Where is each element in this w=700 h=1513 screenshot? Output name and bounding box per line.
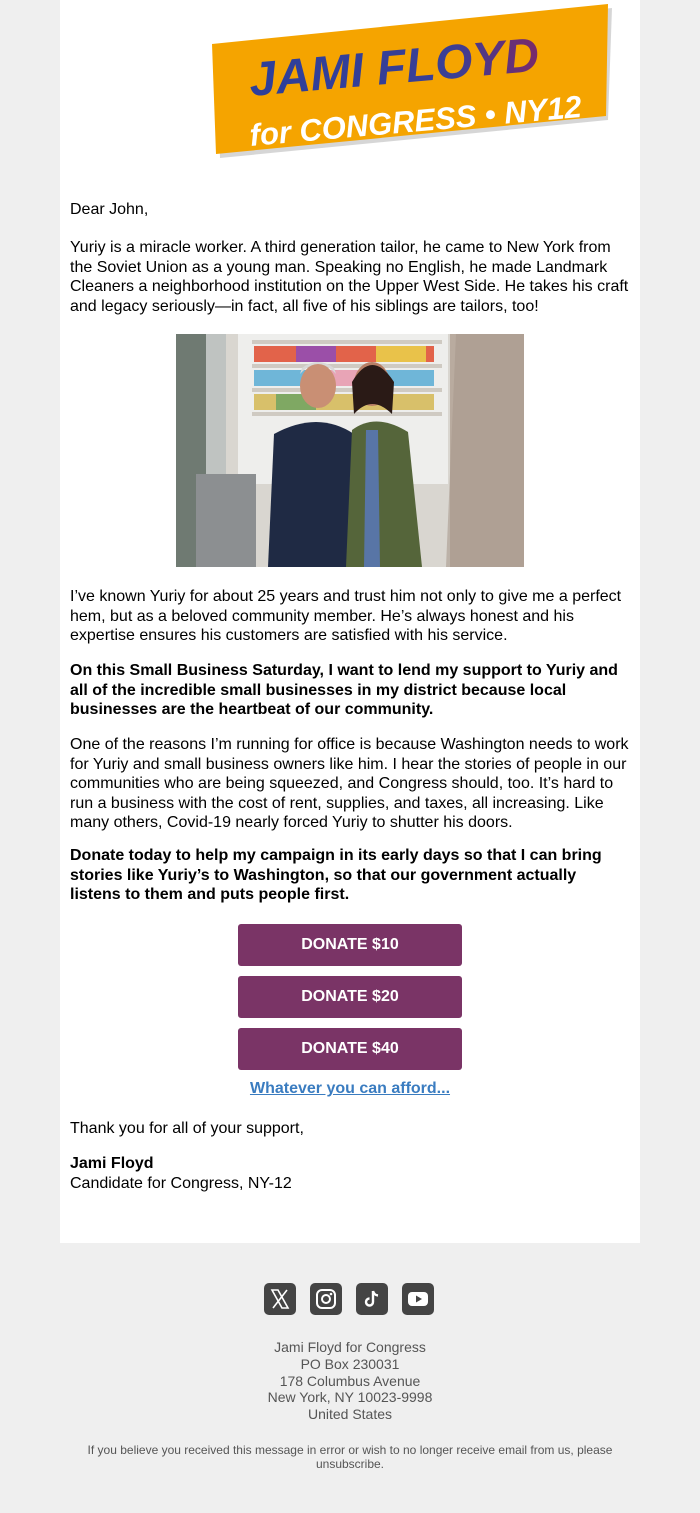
address-city: New York, NY 10023-9998 — [267, 1389, 433, 1406]
logo-banner — [210, 4, 620, 162]
instagram-icon[interactable] — [310, 1283, 342, 1315]
youtube-icon[interactable] — [402, 1283, 434, 1315]
address-pobox: PO Box 230031 — [300, 1355, 400, 1372]
paragraph-relationship: I’ve known Yuriy for about 25 years and trust him not only to give me a perfect hem, but as a beloved community member. He’s always honest and his expertise ensures his customers are satisfied with his service. — [70, 588, 622, 644]
tiktok-icon[interactable] — [356, 1283, 388, 1315]
x-icon[interactable] — [264, 1283, 296, 1315]
paragraph-intro: Yuriy is a miracle worker. A third generation tailor, he came to New York from the Soviet Union as a young man. Speaking no English, he made Landmark Cleaners a neighborhood institution on the Upper West Side. He takes his craft and legacy seriously—in fact, all five of his siblings are tailors, too! — [70, 239, 629, 315]
paragraph-donate-ask: Donate today to help my campaign in its early days so that I can bring stories like Yuriy’s to Washington, so that our government actually listens to them and puts people first. — [70, 847, 602, 903]
email-card — [60, 0, 640, 1243]
logo-line2: for CONGRESS • NY12 — [248, 89, 583, 153]
donate-40-button[interactable]: DONATE $40 — [238, 1028, 462, 1070]
address-street: 178 Columbus Avenue — [279, 1372, 421, 1389]
unsubscribe-disclaimer[interactable]: If you believe you received this message in error or wish to no longer receive email from us, please unsubscribe. — [87, 1443, 613, 1471]
address-country: United States — [307, 1406, 393, 1423]
signature-name: Jami Floyd — [70, 1155, 154, 1172]
social-links — [264, 1283, 434, 1315]
tailor-shop-photo — [176, 334, 524, 567]
greeting: Dear John, — [70, 201, 149, 218]
paragraph-small-business-saturday: On this Small Business Saturday, I want to lend my support to Yuriy and all of the incredible small businesses in my district because local businesses are the heartbeat of our community. — [70, 662, 618, 718]
donate-any-amount-link[interactable]: Whatever you can afford... — [249, 1080, 451, 1097]
closing-thanks: Thank you for all of your support, — [70, 1120, 304, 1137]
paragraph-reasons: One of the reasons I’m running for office is because Washington needs to work for Yuriy and small business owners like him. I hear the stories of people in our communities who are being squeezed, and Congress should, too. It’s hard to run a business with the cost of rent, supplies, and taxes, all increasing. Like many others, Covid-19 nearly forced Yuriy to shutter his doors. — [70, 736, 629, 831]
signature-title: Candidate for Congress, NY-12 — [70, 1175, 292, 1192]
mailing-address — [0, 1339, 700, 1423]
logo-line1: JAMI FLOYD — [246, 28, 542, 107]
address-org: Jami Floyd for Congress — [274, 1339, 426, 1355]
donate-10-button[interactable]: DONATE $10 — [238, 924, 462, 966]
campaign-logo[interactable] — [210, 4, 620, 162]
donate-20-button[interactable]: DONATE $20 — [238, 976, 462, 1018]
